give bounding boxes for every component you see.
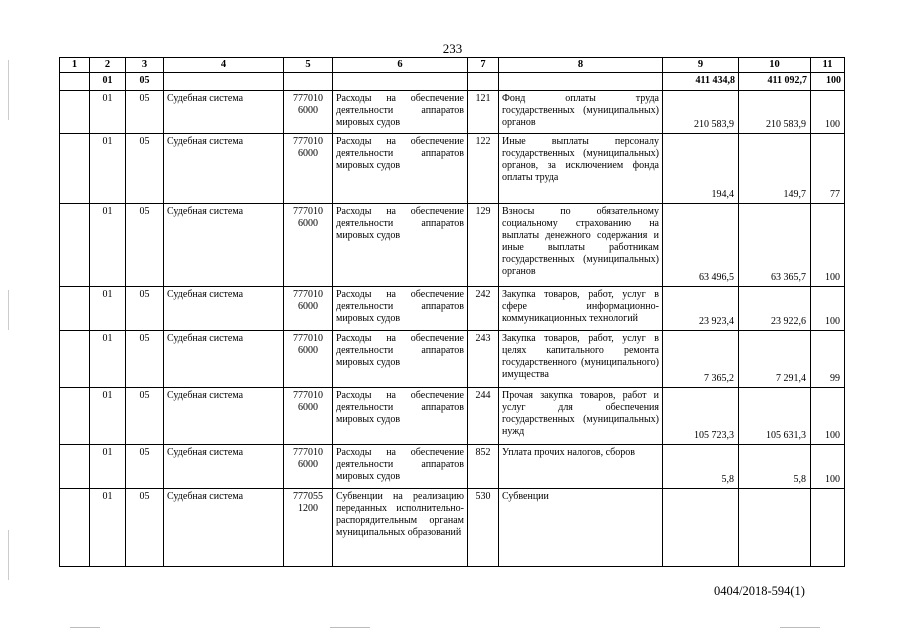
planned-amount: 23 923,4 [699, 316, 734, 327]
section-name: Судебная система [164, 134, 284, 204]
expense-type-code: 129 [468, 204, 499, 287]
expense-type-name: Взносы по обязательному социальному страхованию на выплаты денежного содержания и иные выплаты работникам государственных (муниципальных) органов [499, 204, 663, 287]
subsection-code: 05 [126, 489, 164, 567]
target-article-code: 777010 6000 [284, 204, 333, 287]
column-number: 1 [60, 58, 90, 73]
executed-amount: 23 922,6 [771, 316, 806, 327]
expense-type-name: Прочая закупка товаров, работ и услуг для обеспечения государственных (муниципальных) нужд [499, 388, 663, 445]
scan-edge-mark [70, 627, 100, 628]
section-name: Судебная система [164, 91, 284, 134]
execution-percent: 100 [826, 75, 841, 86]
table-row [60, 445, 845, 489]
subsection-code: 05 [126, 287, 164, 331]
execution-percent: 100 [825, 316, 840, 327]
subsection-code: 05 [126, 91, 164, 134]
planned-amount: 411 434,8 [695, 75, 735, 86]
expense-type-code: 122 [468, 134, 499, 204]
target-article-name: Расходы на обеспечение деятельности аппаратов мировых судов [333, 331, 468, 388]
execution-percent: 99 [830, 373, 840, 384]
executed-amount: 149,7 [783, 189, 806, 200]
subsection-code: 05 [126, 204, 164, 287]
table-row [60, 134, 845, 204]
budget-table [59, 57, 845, 567]
target-article-name: Расходы на обеспечение деятельности аппаратов мировых судов [333, 204, 468, 287]
planned-amount: 63 496,5 [699, 272, 734, 283]
executed-amount: 5,8 [793, 474, 806, 485]
document-code: 0404/2018-594(1) [714, 584, 805, 598]
expense-type-name: Закупка товаров, работ, услуг в целях капитального ремонта государственного (муниципального) имущества [499, 331, 663, 388]
table-row [60, 388, 845, 445]
expense-type-code: 852 [468, 445, 499, 489]
table-row [60, 91, 845, 134]
expense-type-name: Иные выплаты персоналу государственных (муниципальных) органов, за исключением фонда оплаты труда [499, 134, 663, 204]
section-name: Судебная система [164, 331, 284, 388]
expense-type-code: 242 [468, 287, 499, 331]
target-article-code: 777055 1200 [284, 489, 333, 567]
column-number: 3 [126, 58, 164, 73]
column-number: 9 [663, 58, 739, 73]
target-article-name: Расходы на обеспечение деятельности аппаратов мировых судов [333, 91, 468, 134]
target-article-name: Расходы на обеспечение деятельности аппаратов мировых судов [333, 388, 468, 445]
section-name: Судебная система [164, 445, 284, 489]
section-code: 01 [90, 204, 126, 287]
column-number: 7 [468, 58, 499, 73]
section-code: 01 [90, 388, 126, 445]
table-row [60, 489, 845, 567]
subsection-code: 05 [126, 331, 164, 388]
section-code: 01 [90, 287, 126, 331]
execution-percent: 100 [825, 430, 840, 441]
scan-edge-mark [8, 60, 9, 120]
column-number: 8 [499, 58, 663, 73]
page-number: 233 [442, 41, 463, 56]
target-article-code: 777010 6000 [284, 287, 333, 331]
scan-edge-mark [8, 530, 9, 580]
section-code: 01 [90, 489, 126, 567]
section-code: 01 [90, 91, 126, 134]
planned-amount: 5,8 [721, 474, 734, 485]
table-row [60, 331, 845, 388]
target-article-code: 777010 6000 [284, 445, 333, 489]
column-number: 2 [90, 58, 126, 73]
column-number: 10 [739, 58, 811, 73]
table-row [60, 287, 845, 331]
target-article-code: 777010 6000 [284, 331, 333, 388]
expense-type-code: 244 [468, 388, 499, 445]
target-article-code: 777010 6000 [284, 388, 333, 445]
executed-amount: 411 092,7 [767, 75, 807, 86]
execution-percent: 100 [825, 119, 840, 130]
target-article-name: Расходы на обеспечение деятельности аппаратов мировых судов [333, 445, 468, 489]
expense-type-code: 243 [468, 331, 499, 388]
planned-amount: 7 365,2 [704, 373, 734, 384]
execution-percent: 100 [825, 272, 840, 283]
column-number: 6 [333, 58, 468, 73]
expense-type-name: Закупка товаров, работ, услуг в сфере информационно-коммуникационных технологий [499, 287, 663, 331]
section-code: 01 [90, 73, 126, 91]
expense-type-code: 121 [468, 91, 499, 134]
expense-type-name: Фонд оплаты труда государственных (муниципальных) органов [499, 91, 663, 134]
column-number: 11 [811, 58, 845, 73]
scan-edge-mark [780, 627, 820, 628]
scan-edge-mark [8, 290, 9, 330]
target-article-name: Расходы на обеспечение деятельности аппаратов мировых судов [333, 287, 468, 331]
column-number: 4 [164, 58, 284, 73]
section-code: 01 [90, 134, 126, 204]
subsection-code: 05 [126, 134, 164, 204]
execution-percent: 77 [830, 189, 840, 200]
expense-type-code: 530 [468, 489, 499, 567]
table-row [60, 204, 845, 287]
executed-amount: 7 291,4 [776, 373, 806, 384]
section-total-row [60, 73, 845, 91]
target-article-code: 777010 6000 [284, 91, 333, 134]
section-name: Судебная система [164, 489, 284, 567]
target-article-name: Расходы на обеспечение деятельности аппаратов мировых судов [333, 134, 468, 204]
expense-type-name: Субвенции [499, 489, 663, 567]
executed-amount: 210 583,9 [766, 119, 806, 130]
section-name: Судебная система [164, 204, 284, 287]
executed-amount: 63 365,7 [771, 272, 806, 283]
subsection-code: 05 [126, 445, 164, 489]
expense-type-name: Уплата прочих налогов, сборов [499, 445, 663, 489]
executed-amount: 105 631,3 [766, 430, 806, 441]
column-number: 5 [284, 58, 333, 73]
section-code: 01 [90, 331, 126, 388]
scan-edge-mark [330, 627, 370, 628]
target-article-code: 777010 6000 [284, 134, 333, 204]
section-name: Судебная система [164, 388, 284, 445]
planned-amount: 105 723,3 [694, 430, 734, 441]
planned-amount: 210 583,9 [694, 119, 734, 130]
section-code: 01 [90, 445, 126, 489]
execution-percent: 100 [825, 474, 840, 485]
planned-amount: 194,4 [711, 189, 734, 200]
target-article-name: Субвенции на реализацию переданных исполнительно-распорядительным органам муниципальных образований [333, 489, 468, 567]
section-name: Судебная система [164, 287, 284, 331]
column-number-row [60, 58, 845, 73]
subsection-code: 05 [126, 388, 164, 445]
subsection-code: 05 [126, 73, 164, 91]
